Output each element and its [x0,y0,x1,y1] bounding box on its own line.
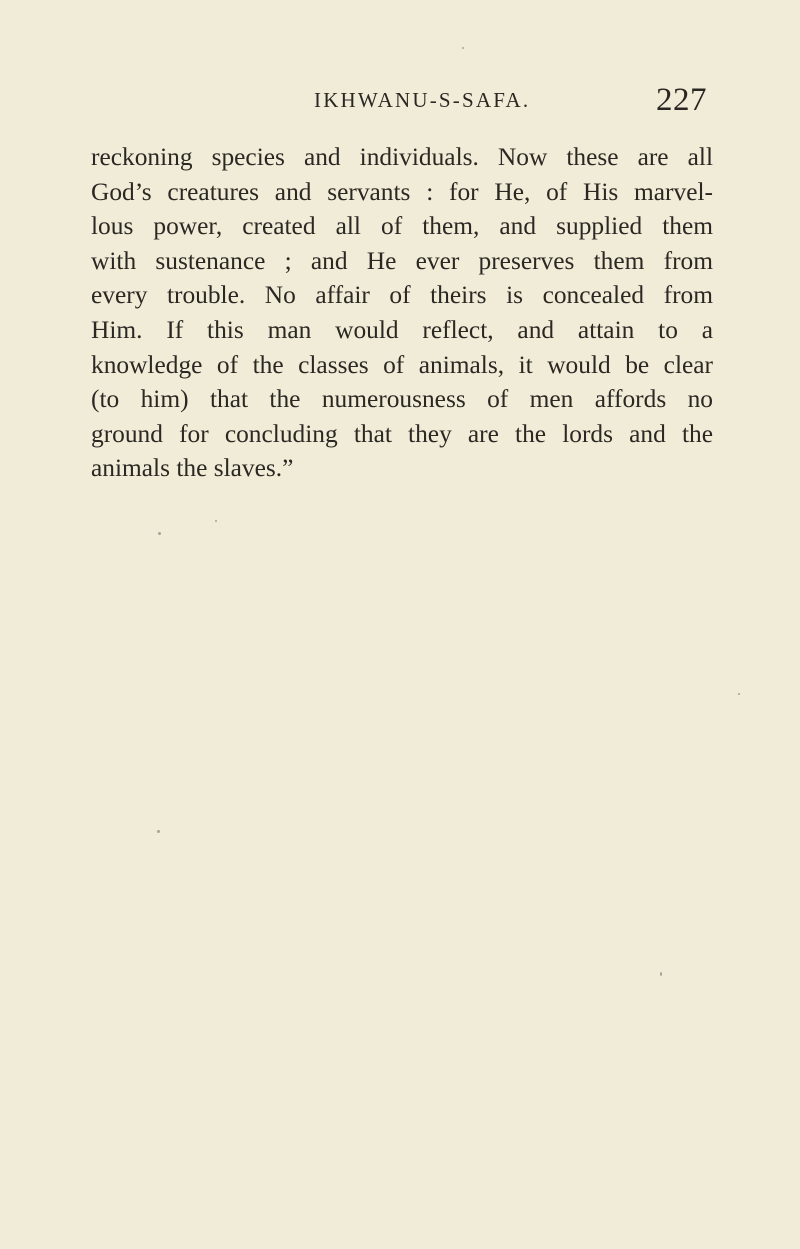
running-title: IKHWANU-S-SAFA. [314,88,531,112]
running-head [0,82,800,122]
text-line: Him. If this man would reflect, and attain to a [91,315,713,344]
body-paragraph [91,140,713,486]
text-line: God’s creatures and servants : for He, of His marvel- [91,177,713,206]
paper-speck [738,693,740,695]
text-line: lous power, created all of them, and supplied them [91,212,713,241]
text-line-last: animals the slaves.” [91,454,294,483]
paper-speck [660,972,662,976]
text-line: every trouble. No affair of theirs is concealed from [91,281,713,310]
paper-speck [462,47,464,49]
text-line: ground for concluding that they are the lords and the [91,419,713,448]
text-line: knowledge of the classes of animals, it would be clear [91,350,713,379]
page-number: 227 [656,82,707,118]
text-line: reckoning species and individuals. Now these are all [91,143,713,171]
text-line: with sustenance ; and He ever preserves them from [91,246,713,275]
paper-speck [215,520,217,522]
paper-speck [157,830,160,833]
text-line: (to him) that the numerousness of men affords no [91,385,713,414]
paper-speck [158,532,161,535]
